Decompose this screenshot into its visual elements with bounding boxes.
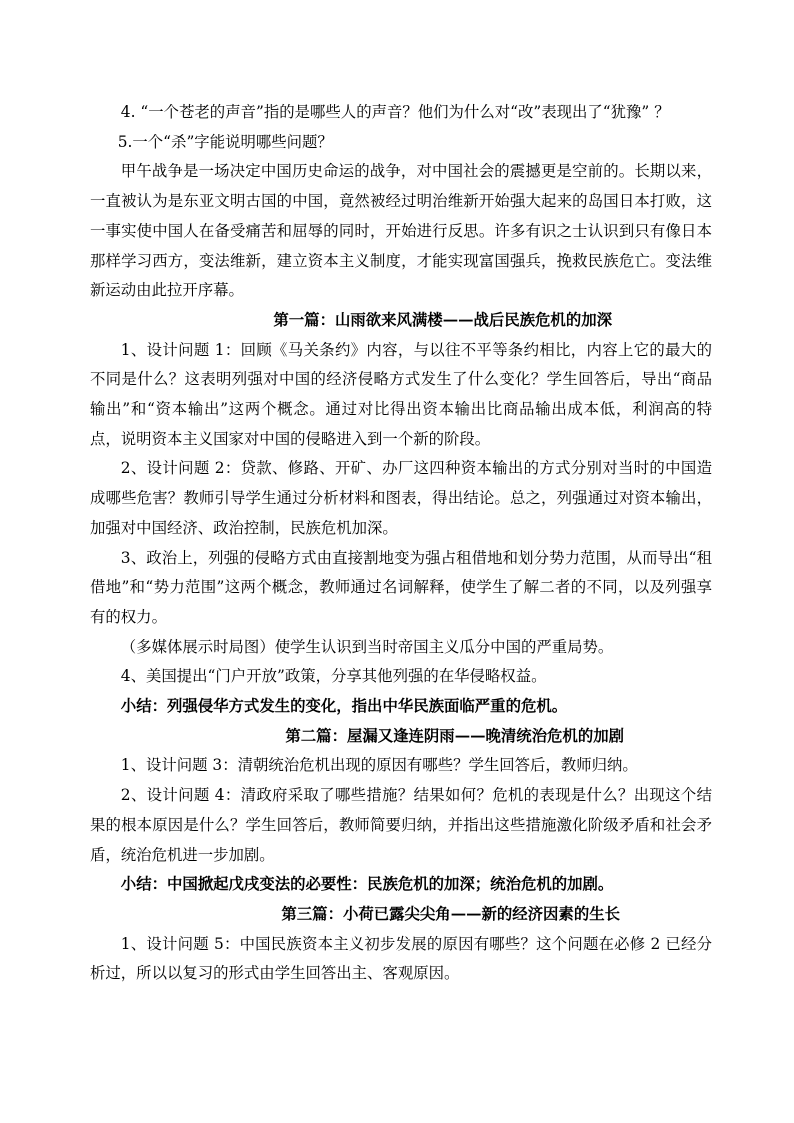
section-1-media-note: （多媒体展示时局图）使学生认识到当时帝国主义瓜分中国的严重局势。 [120, 637, 614, 656]
section-1-item-1: 1、设计问题 1：回顾《马关条约》内容，与以往不平等条约相比，内容上它的最大的不同是什么？这表明列强对中国的经济侵略方式发生了什么变化？学生回答后，导出“商品输出”和“资本输出”这两个概念。通过对比得出资本输出比商品输出成本低，利润高的特点，说明资本主义国家对中国的侵略进入到一个新的阶段。 [90, 340, 712, 448]
intro-paragraph: 甲午战争是一场决定中国历史命运的战争，对中国社会的震撼更是空前的。长期以来，一直被认为是东亚文明古国的中国，竟然被经过明治维新开始强大起来的岛国日本打败，这一事实使中国人在备受痛苦和屈辱的同时，开始进行反思。许多有识之士认识到只有像日本那样学习西方，变法维新，建立资本主义制度，才能实现富国强兵，挽救民族危亡。变法维新运动由此拉开序幕。 [90, 162, 712, 300]
section-3-heading: 第三篇：小荷已露尖尖角——新的经济因素的生长 [281, 904, 620, 923]
question-5: 5.一个“杀”字能说明哪些问题？ [117, 132, 333, 151]
section-1-heading: 第一篇：山雨欲来风满楼——战后民族危机的加深 [273, 310, 612, 329]
section-2-heading: 第二篇：屋漏又逢连阴雨——晚清统治危机的加剧 [285, 726, 624, 745]
section-2-item-2: 2、设计问题 4：清政府采取了哪些措施？结果如何？危机的表现是什么？出现这个结果的根本原因是什么？学生回答后，教师简要归纳，并指出这些措施激化阶级矛盾和社会矛盾，统治危机进一步加剧。 [90, 786, 712, 864]
section-1-item-4: 4、美国提出“门户开放”政策，分享其他列强的在华侵略权益。 [120, 667, 547, 686]
question-4: 4. “一个苍老的声音”指的是哪些人的声音？他们为什么对“改”表现出了“犹豫” ？ [120, 103, 670, 121]
section-3-item-1: 1、设计问题 5：中国民族资本主义初步发展的原因有哪些？这个问题在必修 2 已经分析过，所以以复习的形式由学生回答出主、客观原因。 [90, 934, 712, 983]
section-2-item-1: 1、设计问题 3：清朝统治危机出现的原因有哪些？学生回答后，教师归纳。 [120, 756, 638, 775]
section-1-summary: 小结：列强侵华方式发生的变化，指出中华民族面临严重的危机。 [120, 697, 568, 716]
document-body [90, 98, 712, 989]
section-2-summary: 小结：中国掀起戊戌变法的必要性：民族危机的加深；统治危机的加剧。 [120, 875, 614, 894]
section-1-item-2: 2、设计问题 2：贷款、修路、开矿、办厂这四种资本输出的方式分别对当时的中国造成哪些危害？教师引导学生通过分析材料和图表，得出结论。总之，列强通过对资本输出，加强对中国经济、政治控制，民族危机加深。 [90, 459, 712, 537]
section-1-item-3: 3、政治上，列强的侵略方式由直接割地变为强占租借地和划分势力范围，从而导出“租借地”和“势力范围”这两个概念，教师通过名词解释，使学生了解二者的不同，以及列强享有的权力。 [90, 548, 712, 626]
